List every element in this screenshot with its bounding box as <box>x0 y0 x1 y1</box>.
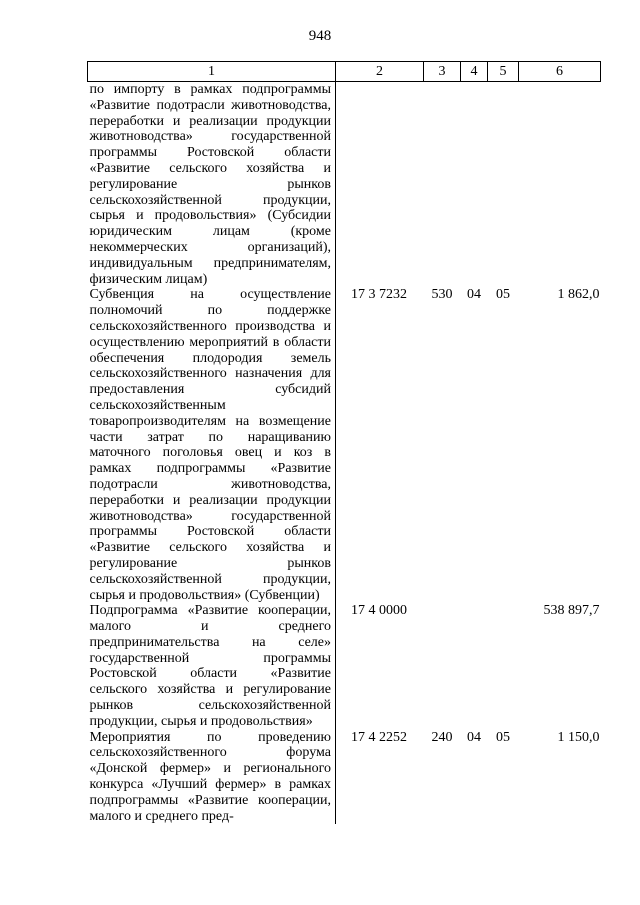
row-expense-type <box>424 603 461 729</box>
row-amount: 538 897,7 <box>543 603 600 619</box>
row-target-code: 17 4 0000 <box>351 603 407 619</box>
row-target-code: 17 3 7232 <box>351 287 407 303</box>
table-row <box>88 287 601 603</box>
row-target-code: 17 4 2252 <box>351 729 407 745</box>
row-amount: 1 150,0 <box>557 729 600 745</box>
header-col-3: 3 <box>424 62 461 82</box>
table-row <box>88 730 601 825</box>
row-name: Субвенция на осуществление полномочий по поддержке сельскохозяйственного производства и осуществлению мероприятий в области обеспечения плодородия земель сельскохозяйственного назначения для предоставления субсидий сельскохозяйственным товаропроизводителям на возмещение части затрат по наращиванию маточного поголовья овец и коз в рамках подпрограммы «Развитие подотрасли животноводства, переработки и реализации продукции животноводства» государственной программы Ростовской области «Развитие сельского хозяйства и регулирование рынков сельскохозяйственной продукции, сырья и продовольствия» (Субвенции) <box>88 287 336 603</box>
budget-table <box>87 61 601 824</box>
row-amount: 1 862,0 <box>557 287 600 303</box>
row-section <box>461 82 488 288</box>
header-col-1: 1 <box>88 62 336 82</box>
row-section: 04 <box>467 729 481 745</box>
header-col-6: 6 <box>519 62 601 82</box>
row-subsection: 05 <box>496 287 510 303</box>
row-section: 04 <box>467 287 481 303</box>
row-subsection: 05 <box>496 729 510 745</box>
row-expense-type: 530 <box>431 287 453 303</box>
table-row <box>88 82 601 288</box>
row-subsection <box>488 82 519 288</box>
page-number: 948 <box>308 28 332 44</box>
table-row <box>88 603 601 729</box>
row-subsection <box>488 603 519 729</box>
row-name: Подпрограмма «Развитие кооперации, малого и среднего предпринимательства на селе» государственной программы Ростовской области «Развитие сельского хозяйства и регулирование рынков сельскохозяйственной продукции, сырья и продовольствия» <box>88 603 336 729</box>
row-expense-type <box>424 82 461 288</box>
row-amount <box>519 82 601 288</box>
header-col-2: 2 <box>336 62 424 82</box>
row-section <box>461 603 488 729</box>
table-header-row <box>88 62 601 82</box>
header-col-4: 4 <box>461 62 488 82</box>
row-name: Мероприятия по проведению сельскохозяйственного форума «Донской фермер» и регионального конкурса «Лучший фермер» в рамках подпрограммы «Развитие кооперации, малого и среднего пред- <box>88 730 336 825</box>
row-expense-type: 240 <box>431 729 453 745</box>
header-col-5: 5 <box>488 62 519 82</box>
row-target-code <box>336 82 424 288</box>
row-name: по импорту в рамках подпрограммы «Развитие подотрасли животноводства, переработки и реализации продукции животноводства» государственной программы Ростовской области «Развитие сельского хозяйства и регулирование рынков сельскохозяйственной продукции, сырья и продовольствия» (Субсидии юридическим лицам (кроме некоммерческих организаций), индивидуальным предпринимателям, физическим лицам) <box>88 82 336 288</box>
